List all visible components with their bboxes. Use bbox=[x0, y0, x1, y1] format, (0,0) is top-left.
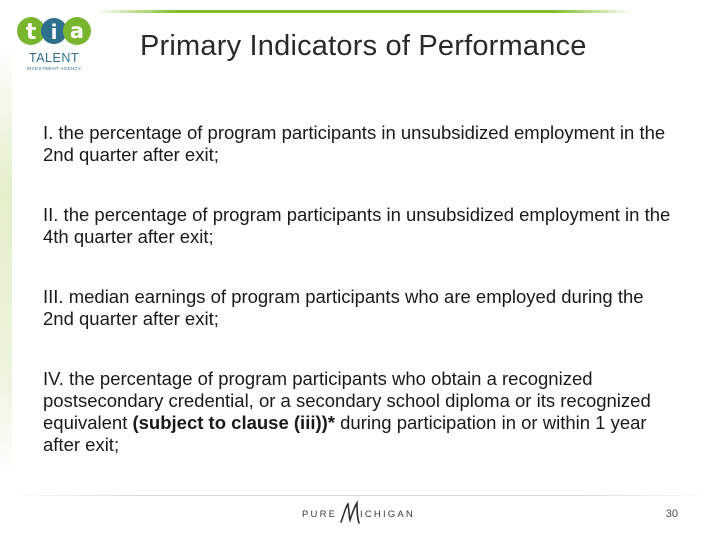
bottom-divider bbox=[8, 495, 712, 496]
logo-circles-icon bbox=[16, 14, 92, 50]
talent-investment-agency-logo bbox=[16, 14, 92, 71]
svg-text:i: i bbox=[50, 20, 58, 44]
logo-subtitle: INVESTMENT AGENCY bbox=[26, 66, 82, 71]
indicator-item-4 bbox=[43, 368, 673, 456]
indicator-item-2: II. the percentage of program participants in unsubsidized employment in the 4th quarter after exit; bbox=[43, 204, 671, 247]
svg-text:a: a bbox=[69, 19, 85, 43]
indicator-item-4-bold-clause: (subject to clause (iii))* bbox=[132, 412, 335, 433]
left-decorative-bar bbox=[0, 40, 12, 480]
brand-left-text: PURE bbox=[302, 509, 338, 520]
logo-name: TALENT bbox=[29, 51, 79, 65]
page-number: 30 bbox=[665, 508, 678, 520]
indicator-item-4-text-after: during participation in or within 1 year after exit; bbox=[43, 412, 647, 455]
indicator-item-4-text-before: IV. the percentage of program participants who obtain a recognized postsecondary credential, or a secondary school diploma or its recognized equivalent bbox=[43, 368, 651, 433]
indicator-item-1: I. the percentage of program participants in unsubsidized employment in the 2nd quarter after exit; bbox=[43, 122, 666, 165]
slide-title: Primary Indicators of Performance bbox=[140, 30, 587, 62]
pure-michigan-logo bbox=[302, 500, 428, 528]
svg-text:t: t bbox=[25, 20, 37, 45]
indicator-item-3: III. median earnings of program participants who are employed during the 2nd quarter after exit; bbox=[43, 286, 644, 329]
top-green-rule bbox=[96, 10, 634, 13]
brand-right-text: ICHIGAN bbox=[360, 509, 415, 520]
indicator-list bbox=[43, 122, 673, 494]
